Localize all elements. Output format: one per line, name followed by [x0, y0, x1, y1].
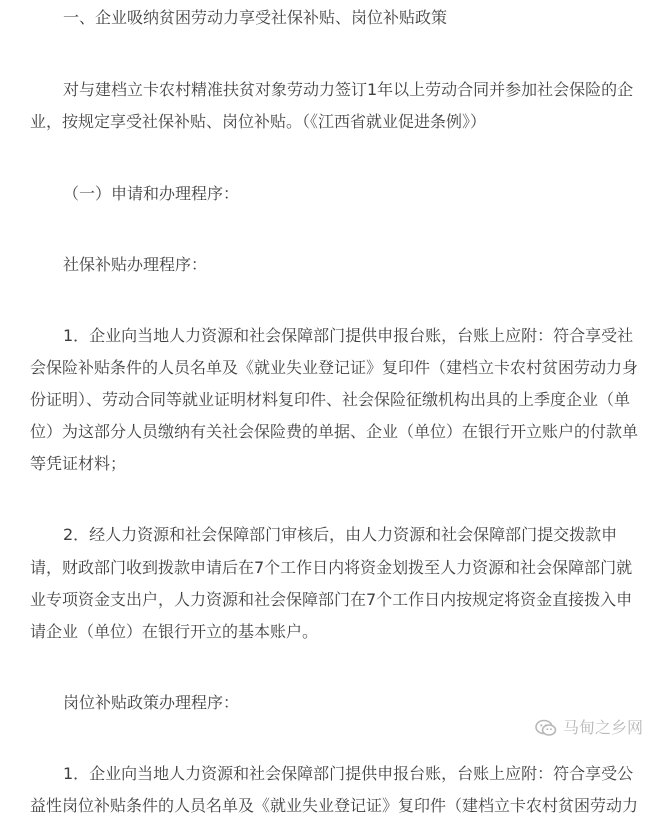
social-step2-line: 请企业（单位）在银行开立的基本账户。 — [30, 622, 319, 641]
social-step2-line: 2．经人力资源和社会保障部门审核后，由人力资源和社会保障部门提交拨款申 — [63, 525, 618, 544]
intro-line: 业，按规定享受社保补贴、岗位补贴。（《江西省就业促进条例》） — [30, 112, 487, 131]
social-step2-line: 业专项资金支出户，人力资源和社会保障部门在7个工作日内按规定将资金直接拨入申 — [30, 590, 633, 609]
social-step1-line: 1．企业向当地人力资源和社会保障部门提供申报台账，台账上应附：符合享受社 — [63, 326, 634, 345]
social-step1-line: 位）为这部分人员缴纳有关社会保险费的单据、企业（单位）在银行开立账户的付款单 — [30, 422, 639, 441]
post-step1-line: 益性岗位补贴条件的人员名单及《就业失业登记证》复印件（建档立卡农村贫困劳动力 — [30, 796, 639, 815]
wechat-icon — [535, 719, 557, 737]
social-step1-line: 份证明）、劳动合同等就业证明材料复印件、社会保险征缴机构出具的上季度企业（单 — [30, 390, 631, 409]
document-heading: 一、企业吸纳贫困劳动力享受社保补贴、岗位补贴政策 — [63, 8, 448, 27]
post-step1-line: 1．企业向当地人力资源和社会保障部门提供申报台账，台账上应附：符合享受公 — [63, 764, 634, 783]
social-step1-line: 等凭证材料； — [30, 454, 127, 473]
social-step2-line: 请，财政部门收到拨款申请后在7个工作日内将资金划拨至人力资源和社会保障部门就 — [30, 558, 633, 577]
watermark-text: 马甸之乡网 — [562, 718, 643, 737]
intro-line: 对与建档立卡农村精准扶贫对象劳动力签订1年以上劳动合同并参加社会保险的企 — [63, 80, 634, 99]
watermark — [535, 718, 643, 738]
subsection-social-title: 社保补贴办理程序： — [63, 255, 208, 274]
section-title: （一）申请和办理程序： — [63, 184, 240, 203]
subsection-post-title: 岗位补贴政策办理程序： — [63, 693, 240, 712]
social-step1-line: 会保险补贴条件的人员名单及《就业失业登记证》复印件（建档立卡农村贫困劳动力身 — [30, 358, 639, 377]
